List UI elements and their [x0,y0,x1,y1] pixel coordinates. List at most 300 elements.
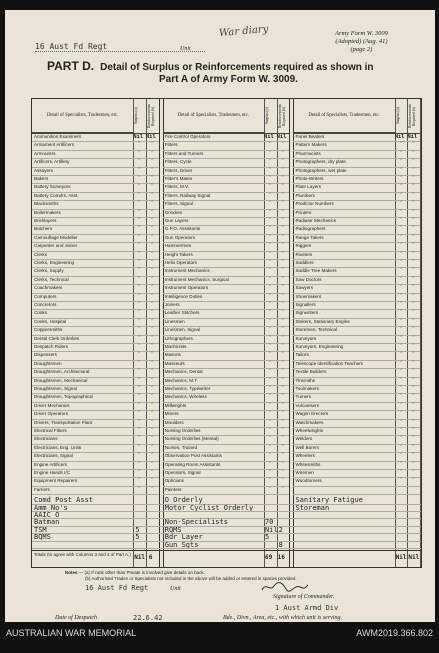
reinforcement-ditto-mark: ” [150,327,153,333]
reinforcement-ditto-mark: ” [150,444,153,450]
table-row-label: Battery Surveyors [34,183,132,192]
column-divider [289,99,290,567]
surplus-ditto-mark: ” [399,260,402,265]
surplus-ditto-mark: ” [138,377,141,383]
reinforcement-ditto-mark: ” [412,461,415,467]
caption-left: AUSTRALIAN WAR MEMORIAL [6,628,137,638]
table-row-label: Opticians [165,477,263,486]
table-row-label: Operating Room Assistants [165,461,263,470]
reinforcement-ditto-mark: ” [150,344,153,349]
total-surplus-col3: Nil [395,554,407,561]
reinforcement-ditto-mark: ” [412,176,415,181]
reinforcement-ditto-mark: ” [150,394,153,400]
table-row-label: Photographers, wet plate [295,167,393,176]
surplus-ditto-mark: ” [268,285,272,291]
reinforcement-ditto-mark: ” [281,234,284,240]
reinforcement-ditto-mark: ” [150,243,153,249]
surplus-ditto-mark: ” [399,218,402,223]
table-row-label: Intelligence Duties [165,293,263,302]
unit-handwritten: 16 Aust Fd Regt [35,42,205,52]
table-row-label: Toolmakers [295,385,393,394]
column-divider [159,99,160,567]
reinforcement-ditto-mark: ” [281,167,284,173]
table-row-label: Linesmen, Signal [165,326,263,335]
table-row-label: Bakers [34,175,132,184]
table-row-label: Helio Operators [165,259,263,268]
table-row-label: Watchmakers [295,419,393,428]
table-row-label: Surveyors, Engineering [295,343,393,352]
caption-right: AWM2019.366.802 [356,628,433,638]
table-row-label: Armourers [34,150,132,159]
table-row-label: Printers [295,209,393,218]
table-row-label: Vulcanisers [295,402,393,411]
table-row-label: Draughtsmen, Architectural [34,368,132,377]
reinforcement-ditto-mark: ” [150,226,153,232]
reinforcement-ditto-mark: ” [281,419,284,425]
surplus-ditto-mark: ” [138,285,141,291]
surplus-ditto-mark: ” [268,386,272,391]
reinforcement-ditto-mark: ” [281,192,284,198]
reinforcement-ditto-mark: ” [412,285,415,291]
table-row-label: Photo-Writers [295,175,393,184]
note-b: (b) Authorised Trades or Specialists not included in the above will be added or entered in spaces provided. [85,576,297,581]
surplus-ditto-mark: ” [399,335,402,341]
surplus-ditto-mark: ” [399,209,402,215]
table-row-label: Nursing Orderlies [165,427,263,436]
reinforcement-ditto-mark: ” [150,428,153,433]
extra-reinf-col2: 2 [278,525,283,534]
despatch-label: Date of Despatch [55,615,97,621]
surplus-ditto-mark: ” [268,318,272,324]
reinforcement-ditto-mark: ” [412,310,415,316]
extra-specialist-col2: Gun Sgts [164,540,199,549]
reinforcement-ditto-mark: ” [412,260,415,265]
form-ref-line-2: (Adopted) (Aug. 41) [335,38,388,45]
reinforcement-ditto-mark: ” [150,142,153,148]
table-row-label: Saddle Tree Makers [295,267,393,276]
table-row-label: Whitesmiths [295,461,393,470]
reinforcement-ditto-mark: ” [281,428,284,433]
surplus-ditto-mark: ” [138,302,141,307]
reinforcement-ditto-mark: ” [412,344,415,349]
extra-specialist-col2: Motor Cyclist Orderly [164,503,254,512]
row-divider [32,511,421,512]
table-row-label: Nursing Orderlies (Mental) [165,435,263,444]
surplus-ditto-mark: ” [268,327,272,333]
reinforcement-ditto-mark: ” [150,276,153,282]
surplus-ditto-mark: ” [399,461,402,467]
reinforcement-ditto-mark: ” [412,159,415,165]
surplus-ditto-mark: ” [268,251,272,257]
formation-handwritten: 1 Aust Armd Div [275,604,339,612]
surplus-ditto-mark: ” [399,226,402,232]
reinforcement-ditto-mark: ” [281,226,284,232]
table-row-label: Cooks, Hospital [34,318,132,327]
surplus-ditto-mark: ” [268,419,272,425]
surplus-ditto-mark: ” [268,352,272,358]
extra-specialist-col1: Comd Post Asst [34,496,94,505]
table-row-label: Machinists [165,343,263,352]
surplus-ditto-mark: ” [399,453,402,459]
surplus-ditto-mark: ” [268,276,272,282]
table-row-label: Equipment Repairers [34,477,132,486]
reinforcement-ditto-mark: ” [150,335,153,341]
surplus-ditto-mark: ” [268,176,272,181]
surplus-ditto-mark: ” [138,486,141,492]
table-row-label: Wheelwrights [295,427,393,436]
extra-surplus-col2: 5 [264,533,270,542]
surplus-ditto-mark: ” [268,310,272,316]
total-reinf-col1: 6 [148,554,153,561]
reinforcement-ditto-mark: ” [412,419,415,425]
table-row-label: Driver Mechanics [34,402,132,411]
surplus-ditto-mark: ” [138,184,141,190]
table-row-label: Linesmen [165,318,263,327]
reinforcement-ditto-mark: ” [412,394,415,400]
reinforcement-ditto-mark: ” [412,276,415,282]
surplus-ditto-mark: ” [268,461,272,467]
table-row-label: Assayers [34,167,132,176]
surplus-ditto-mark: ” [138,344,141,349]
footer-unit-label: Unit [170,586,181,592]
surplus-ditto-mark: ” [138,260,141,265]
surplus-ditto-mark: ” [399,327,402,333]
reinforcement-ditto-mark: ” [150,167,153,173]
reinforcement-ditto-mark: ” [281,276,284,282]
surplus-ditto-mark: ” [399,344,402,349]
surplus-ditto-mark: ” [138,386,141,391]
table-row-label: Mechanics, Wireless [165,393,263,402]
table-row-label: Clerks, Technical [34,276,132,285]
reinforcement-ditto-mark: ” [412,184,415,190]
form-title [47,60,427,86]
reinforcement-ditto-mark: ” [150,176,153,181]
table-row-label: Height Takers [165,251,263,260]
reinforcement-ditto-mark: ” [281,176,284,181]
surplus-ditto-mark: ” [138,201,141,207]
row-divider [32,526,421,527]
table-row-label: Grinders [165,209,263,218]
table-row-label: Observation Post Assistants [165,452,263,461]
surplus-ditto-mark: ” [399,167,402,173]
reinforcement-ditto-mark: ” [150,184,153,190]
column-header-reinforcements: Reinforcements Required (b) [146,103,155,129]
table-row-label: Draughtsmen, Mechanical [34,377,132,386]
reinforcement-ditto-mark: ” [281,159,284,165]
reinforcement-ditto-mark: ” [150,377,153,383]
table-row-label: Gun Operators [165,234,263,243]
table-row-label: Shoemakers [295,293,393,302]
extra-specialist-col1: Amm No's [34,503,68,512]
table-row-label: Bricklayers [34,217,132,226]
form-reference [335,30,388,54]
surplus-ditto-mark: ” [399,402,402,408]
surplus-ditto-mark: ” [268,377,272,383]
reinforcement-ditto-mark: ” [150,302,153,307]
reinforcement-ditto-mark: ” [150,192,153,198]
reinforcement-ditto-mark: ” [150,201,153,207]
note-a: (a) If rank other than Private is involved give details on back. [84,570,205,575]
reinforcement-ditto-mark: ” [412,218,415,223]
table-row-label: Fitters, Railway Signal [165,192,263,201]
surplus-ditto-mark: ” [138,419,141,425]
surplus-ditto-mark: ” [268,234,272,240]
reinforcement-ditto-mark: ” [412,444,415,450]
table-row-label: Masons [165,351,263,360]
surplus-ditto-mark: ” [399,159,402,165]
extra-specialist-col2: RQMS [164,525,182,534]
column-header-surplus: Surplus (a) [134,107,139,125]
reinforcement-ditto-mark: ” [412,411,415,417]
table-row-label: Welders [295,435,393,444]
table-row-label: Surveyors [295,335,393,344]
table-row-label: Wheelers [295,452,393,461]
table-row-label: Moulders [165,419,263,428]
reinforcement-ditto-mark: ” [281,478,284,484]
row-divider [32,541,421,542]
table-row-label: Mechanics, Dental [165,368,263,377]
table-row-label: Boilermakers [34,209,132,218]
extra-specialist-col1: Batman [34,518,60,527]
reinforcement-value: Nil [145,134,156,140]
reinforcement-ditto-mark: ” [281,293,284,299]
table-row-label: Operators, Signal [165,469,263,478]
surplus-ditto-mark: ” [399,150,402,156]
table-row-label: Tailors [295,351,393,360]
surplus-ditto-mark: ” [268,150,272,156]
reinforcement-ditto-mark: ” [150,369,153,375]
surplus-ditto-mark: ” [399,352,402,358]
table-row-label: Mechanics, Typewriter [165,385,263,394]
table-row-label: Telescope Identification Teachers [295,360,393,369]
surplus-ditto-mark: ” [138,268,141,274]
surplus-ditto-mark: ” [138,167,141,173]
reinforcement-value: Nil [407,134,418,140]
extra-specialist-col1: BQMS [34,533,51,542]
war-diary-annotation: War diary [218,23,269,40]
extra-reinf-col2: 8 [278,540,283,549]
table-row-label: Fitters, Cycle [165,158,263,167]
notes: Notes — (a) If rank other than Private is involved give details on back. (b) Authorised Trades or Specialists not included in the above will be added or entered in spaces provided. [65,570,297,581]
reinforcement-ditto-mark: ” [412,150,415,156]
table-row-label: Electricians [34,435,132,444]
despatch-date: 22.6.42 [133,614,163,622]
table-row-label: Clerks, Engineering [34,259,132,268]
table-row-label: Hammermen [165,242,263,251]
table-row-label: Dispensers [34,351,132,360]
reinforcement-ditto-mark: ” [150,260,153,265]
surplus-ditto-mark: ” [399,234,402,240]
reinforcement-ditto-mark: ” [281,352,284,358]
surplus-ditto-mark: ” [138,251,141,257]
reinforcement-ditto-mark: ” [412,243,415,249]
table-row-label: Turners [295,393,393,402]
reinforcement-ditto-mark: ” [281,201,284,207]
form-ref-line-1: Army Form W. 3009 [335,30,388,37]
surplus-ditto-mark: ” [138,428,141,433]
table-row-label: Armament Artificers [34,141,132,150]
total-reinf-col3: Nil [408,554,420,561]
reinforcement-ditto-mark: ” [150,461,153,467]
surplus-ditto-mark: ” [138,150,141,156]
surplus-ditto-mark: ” [138,360,141,366]
reinforcement-ditto-mark: ” [150,159,153,165]
reinforcement-ditto-mark: ” [281,470,284,475]
reinforcement-ditto-mark: ” [150,209,153,215]
reinforcement-ditto-mark: ” [412,293,415,299]
reinforcement-ditto-mark: ” [412,402,415,408]
reinforcement-ditto-mark: ” [150,453,153,459]
reinforcement-ditto-mark: ” [150,470,153,475]
table-row-label: Clerks [34,251,132,260]
extra-specialist-col2: Bdr Layer [164,533,203,542]
surplus-ditto-mark: ” [399,251,402,257]
surplus-ditto-mark: ” [268,444,272,450]
surplus-ditto-mark: ” [138,352,141,358]
table-row-label: Coachmakers [34,284,132,293]
table-row-label: Draughtsmen, Topographical [34,393,132,402]
extra-surplus-col2: Nil [264,525,278,534]
reinforcement-ditto-mark: ” [412,234,415,240]
surplus-ditto-mark: ” [138,318,141,324]
surplus-value: Nil [133,134,144,140]
surplus-ditto-mark: ” [268,453,272,459]
surplus-ditto-mark: ” [138,461,141,467]
surplus-ditto-mark: ” [399,285,402,291]
surplus-ditto-mark: ” [399,310,402,316]
surplus-ditto-mark: ” [399,478,402,484]
specialists-table [31,98,422,568]
table-row-label: Gun Layers [165,217,263,226]
reinforcement-ditto-mark: ” [412,209,415,215]
reinforcement-ditto-mark: ” [412,352,415,358]
total-surplus-col1: Nil [134,554,146,561]
surplus-ditto-mark: ” [399,470,402,475]
reinforcement-ditto-mark: ” [150,268,153,274]
surplus-ditto-mark: ” [268,184,272,190]
column-divider [420,99,421,567]
table-row-label: Textile Builders [295,368,393,377]
table-row-label: Butchers [34,225,132,234]
reinforcement-ditto-mark: ” [281,150,284,156]
surplus-ditto-mark: ” [399,394,402,400]
table-row-label: Riveters [295,251,393,260]
table-row-label: Cooks [34,309,132,318]
table-row-label: Fitters, M.V. [165,183,263,192]
reinforcement-ditto-mark: ” [281,184,284,190]
notes-label: Notes [65,570,78,575]
table-row-label: Driver Operators [34,410,132,419]
surplus-ditto-mark: ” [399,276,402,282]
reinforcement-ditto-mark: ” [412,327,415,333]
reinforcement-ditto-mark: ” [281,360,284,366]
surplus-ditto-mark: ” [399,419,402,425]
extra-specialist-col3: Sanitary Fatigue [295,496,363,505]
reinforcement-ditto-mark: ” [281,453,284,459]
surplus-ditto-mark: ” [138,453,141,459]
surplus-ditto-mark: ” [268,369,272,375]
table-row-label: Draughtsmen [34,360,132,369]
surplus-ditto-mark: ” [138,369,141,375]
table-row-label: Saw Doctors [295,276,393,285]
table-row-label: Battery Comdrs. Asst. [34,192,132,201]
table-row-label: Mechanics, M.T. [165,377,263,386]
table-row-label: Wiremen [295,469,393,478]
surplus-ditto-mark: ” [138,276,141,282]
footer-unit-handwritten: 16 Aust Fd Regt [85,584,149,592]
reinforcement-ditto-mark: ” [281,142,284,148]
reinforcement-ditto-mark: ” [412,369,415,375]
totals-label: Totals (to agree with Columns 3 and 4 of Part A.) [34,552,131,557]
reinforcement-ditto-mark: ” [412,201,415,207]
surplus-ditto-mark: ” [399,176,402,181]
table-row-label: Well Borers [295,444,393,453]
reinforcement-ditto-mark: ” [150,293,153,299]
reinforcement-ditto-mark: ” [412,302,415,307]
table-row-label: Concretors [34,301,132,310]
reinforcement-ditto-mark: ” [150,318,153,324]
reinforcement-ditto-mark: ” [281,243,284,249]
reinforcement-ditto-mark: ” [150,251,153,257]
reinforcement-ditto-mark: ” [412,377,415,383]
table-row-label: Dental Clerk Orderlies [34,335,132,344]
table-row-label: Instrument Operators [165,284,263,293]
reinforcement-ditto-mark: ” [281,369,284,375]
reinforcement-ditto-mark: ” [150,234,153,240]
table-row-label: Fitters, Signal [165,200,263,209]
totals-divider [32,550,421,551]
table-row-label: Drivers, Transportation Plant [34,419,132,428]
unit-label: Unit [180,46,191,52]
surplus-ditto-mark: ” [399,318,402,324]
reinforcement-ditto-mark: ” [412,142,415,148]
reinforcement-ditto-mark: ” [150,419,153,425]
table-row-label: Electricians, Eng. Units [34,444,132,453]
table-row-label: Riggers [295,242,393,251]
surplus-ditto-mark: ” [399,444,402,450]
table-row-label: Radiographers [295,225,393,234]
reinforcement-ditto-mark: ” [412,192,415,198]
table-row-label: Wagon Erectors [295,410,393,419]
table-row-label: Engine Artificers [34,461,132,470]
reinforcement-ditto-mark: ” [412,167,415,173]
reinforcement-ditto-mark: ” [412,428,415,433]
table-row-label: Stokers, Stationary Engine [295,318,393,327]
reinforcement-ditto-mark: ” [412,360,415,366]
reinforcement-ditto-mark: ” [281,444,284,450]
table-row-label: Pharmacists [295,150,393,159]
surplus-ditto-mark: ” [399,411,402,417]
table-row-label: Instrument Mechanics [165,267,263,276]
table-row-label: Millwrights [165,402,263,411]
surplus-ditto-mark: ” [138,310,141,316]
extra-specialist-col1: AAIC O [34,511,60,519]
surplus-ditto-mark: ” [268,192,272,198]
reinforcement-value: Nil [276,134,287,140]
table-row-label: Signallers [295,301,393,310]
surplus-ditto-mark: ” [399,184,402,190]
reinforcement-ditto-mark: ” [281,260,284,265]
reinforcement-ditto-mark: ” [150,150,153,156]
reinforcement-ditto-mark: ” [281,268,284,274]
surplus-ditto-mark: ” [268,436,272,442]
table-row-label: Artificers, Artillery [34,158,132,167]
table-row-label: Painters [165,486,263,495]
row-divider [163,494,290,495]
row-divider [32,494,159,495]
surplus-ditto-mark: ” [138,243,141,249]
surplus-ditto-mark: ” [138,293,141,299]
